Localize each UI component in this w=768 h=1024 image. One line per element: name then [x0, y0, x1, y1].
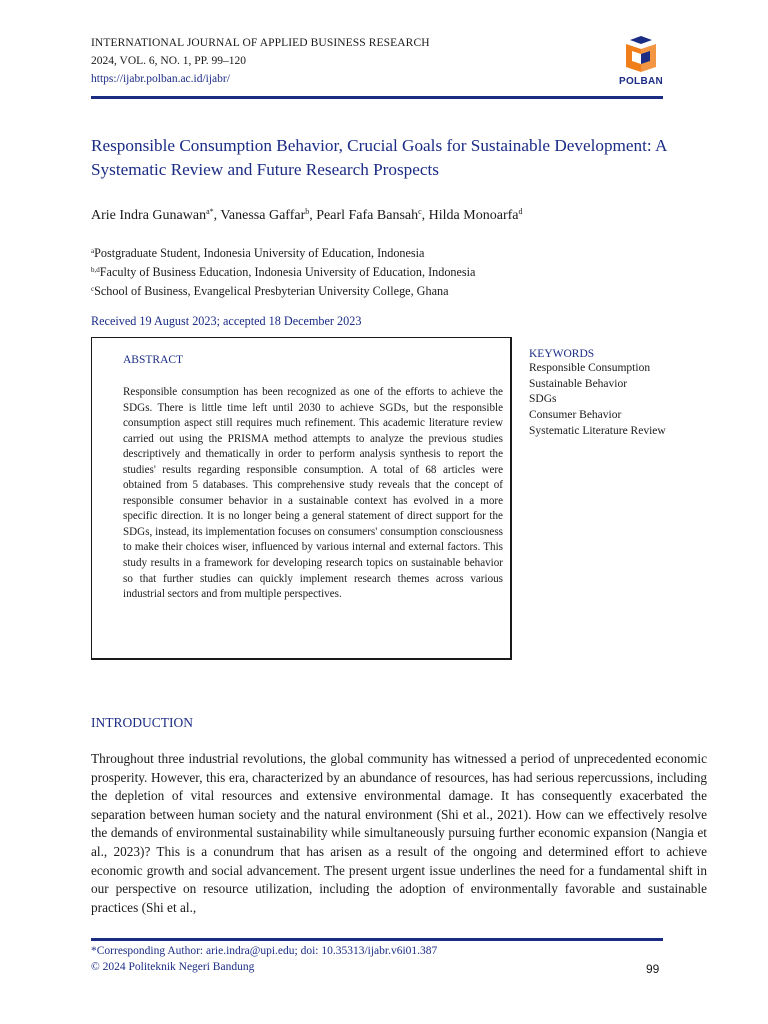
- introduction-heading: INTRODUCTION: [91, 715, 193, 730]
- copyright-notice: © 2024 Politeknik Negeri Bandung: [91, 961, 255, 973]
- footnote: [91, 943, 437, 975]
- author-name: Vanessa Gaffar: [220, 208, 306, 223]
- journal-name: INTERNATIONAL JOURNAL OF APPLIED BUSINESS RESEARCH: [91, 37, 430, 49]
- author-affiliation-marker: c: [418, 207, 422, 216]
- introduction-text: Throughout three industrial revolutions, the global community has witnessed a period of unprecedented economic prosperity. However, this era, characterized by an abundance of resources, has had serious repercussions, including the depletion of vital resources and extensive environmental damage. It has consequently exacerbated the separation between human society and the natural environment (Shi et al., 2021). How can we effectively resolve the demands of environmental sustainability while simultaneously pursuing further economic expansion (Nangia et al., 2023)? This is a conundrum that has arisen as a result of the ongoing and determined effort to achieve economic growth and social advancement. The present urgent issue underlines the need for a fundamental shift in our perspective on resource utilization, including the adoption of environmentally favorable and sustainable practices (Shi et al.,: [91, 751, 707, 915]
- affiliation: [91, 262, 651, 281]
- keyword-item: Responsible Consumption: [529, 362, 651, 374]
- footer-divider: [91, 938, 663, 941]
- page-number: 99: [646, 962, 660, 976]
- author-list: [91, 207, 691, 224]
- corresponding-author-note: *Corresponding Author: arie.indra@upi.edu; doi: 10.35313/ijabr.v6i01.387: [91, 945, 438, 957]
- author-name: Hilda Monoarfa: [428, 208, 519, 223]
- paper-title: Responsible Consumption Behavior, Crucial Goals for Sustainable Development: A Systematic Review and Future Research Prospects: [91, 136, 667, 179]
- author-separator: ,: [421, 208, 429, 223]
- keyword-item: Sustainable Behavior: [529, 377, 628, 390]
- keywords-panel: [529, 348, 719, 440]
- abstract-heading: ABSTRACT: [123, 354, 184, 366]
- author-name: Arie Indra Gunawan: [91, 208, 207, 223]
- abstract-text: Responsible consumption has been recognized as one of the efforts to achieve the SDGs. There is little time left until 2030 to achieve SGDs, but the responsible consumption aspect still requires much refinement. This academic literature review carried out using the PRISMA method attempts to analyze the previous studies descriptively and thematically in order to perform analysis synthesis to report the studies' results regarding responsible consumption. A total of 68 articles were obtained from 5 databases. This comprehensive study reveals that the concept of responsible consumer behavior in a sustainable context has evolved in a more specific direction. It is no longer being a general statement of direct support for the SDGs, instead, its implementation focuses on consumers' consumption consciousness to make their choices wiser, influenced by various internal and external factors. This study results in a framework for developing research topics on sustainable behavior so that further studies can quickly implement research themes across various industrial sectors and from multiple perspectives.: [123, 386, 503, 601]
- affiliation: [91, 243, 651, 262]
- journal-volume-info: 2024, VOL. 6, NO. 1, PP. 99–120: [91, 55, 247, 67]
- affiliation-text: Postgraduate Student, Indonesia University of Education, Indonesia: [94, 246, 425, 260]
- author-name: Pearl Fafa Bansah: [316, 208, 419, 223]
- author-affiliation-marker: d: [518, 207, 523, 216]
- keyword-item: SDGs: [529, 393, 557, 406]
- journal-url-link[interactable]: https://ijabr.polban.ac.id/ijabr/: [91, 73, 230, 85]
- received-dates: Received 19 August 2023; accepted 18 December 2023: [91, 314, 362, 328]
- affiliation-text: School of Business, Evangelical Presbyterian University College, Ghana: [94, 284, 449, 298]
- author-affiliation-marker: a*: [206, 207, 214, 216]
- affiliation-text: Faculty of Business Education, Indonesia University of Education, Indonesia: [99, 265, 476, 279]
- logo-text: POLBAN: [618, 76, 664, 87]
- polban-logo: [617, 36, 665, 92]
- affiliation-marker: c: [91, 285, 95, 293]
- abstract-box: [91, 337, 512, 660]
- author-separator: ,: [213, 208, 221, 223]
- journal-header: [91, 36, 671, 98]
- affiliation-list: [91, 243, 651, 300]
- keyword-item: Consumer Behavior: [529, 409, 622, 422]
- keywords-heading: KEYWORDS: [529, 348, 595, 360]
- header-divider: [91, 96, 663, 99]
- polban-logo-icon: [617, 36, 665, 76]
- author-separator: ,: [309, 208, 317, 223]
- keyword-item: Systematic Literature Review: [529, 424, 666, 437]
- affiliation: [91, 281, 651, 300]
- author-affiliation-marker: b: [305, 207, 310, 216]
- affiliation-marker: a: [91, 247, 95, 255]
- affiliation-marker: b,d: [91, 266, 100, 274]
